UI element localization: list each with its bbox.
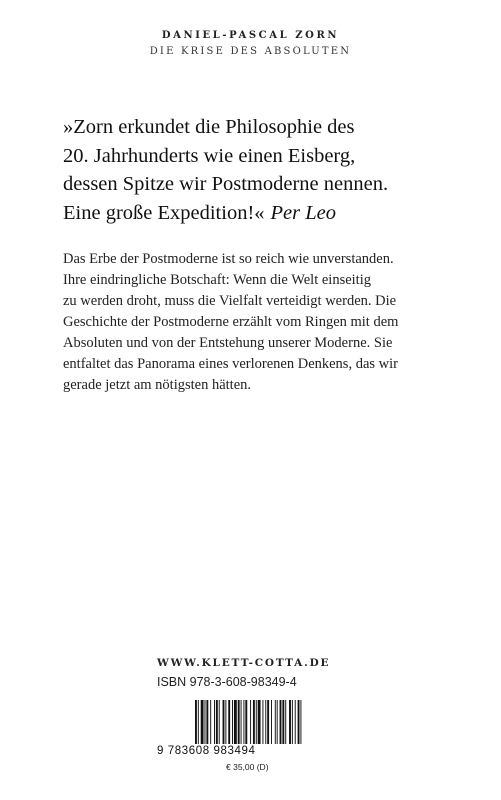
publisher-website: WWW.KLETT-COTTA.DE (157, 657, 331, 669)
blurb-line: Absoluten und von der Entstehung unserer Moderne. Sie (63, 335, 393, 351)
blurb-line: gerade jetzt am nötigsten hätten. (63, 377, 252, 393)
quote-line: »Zorn erkundet die Philosophie des (63, 116, 355, 138)
author-name: DANIEL-PASCAL ZORN (161, 30, 340, 41)
review-quote (63, 113, 463, 227)
quote-line: Eine große Expedition!« (63, 201, 265, 224)
book-title: DIE KRISE DES ABSOLUTEN (149, 46, 352, 57)
blurb-text (63, 249, 463, 396)
barcode-digits: 9 783608 983494 (157, 745, 256, 757)
quote-last-line (63, 199, 463, 228)
quote-attribution: Per Leo (270, 201, 337, 224)
cover-header (0, 30, 501, 57)
blurb-line: Ihre eindringliche Botschaft: Wenn die Welt einseitig (63, 272, 371, 288)
barcode-bars-icon (193, 700, 345, 744)
quote-line: 20. Jahrhunderts wie einen Eisberg, (63, 144, 356, 167)
blurb-line: Das Erbe der Postmoderne ist so reich wie unverstanden. (63, 251, 394, 267)
quote-line: dessen Spitze wir Postmoderne nennen. (63, 173, 389, 195)
blurb-line: zu werden droht, muss die Vielfalt verteidigt werden. Die (63, 293, 397, 309)
blurb-line: entfaltet das Panorama eines verlorenen Denkens, das wir (63, 356, 398, 372)
blurb-line: Geschichte der Postmoderne erzählt vom Ringen mit dem (63, 314, 399, 330)
isbn-number: ISBN 978-3-608-98349-4 (157, 675, 297, 689)
price-label: € 35,00 (D) (226, 762, 269, 772)
